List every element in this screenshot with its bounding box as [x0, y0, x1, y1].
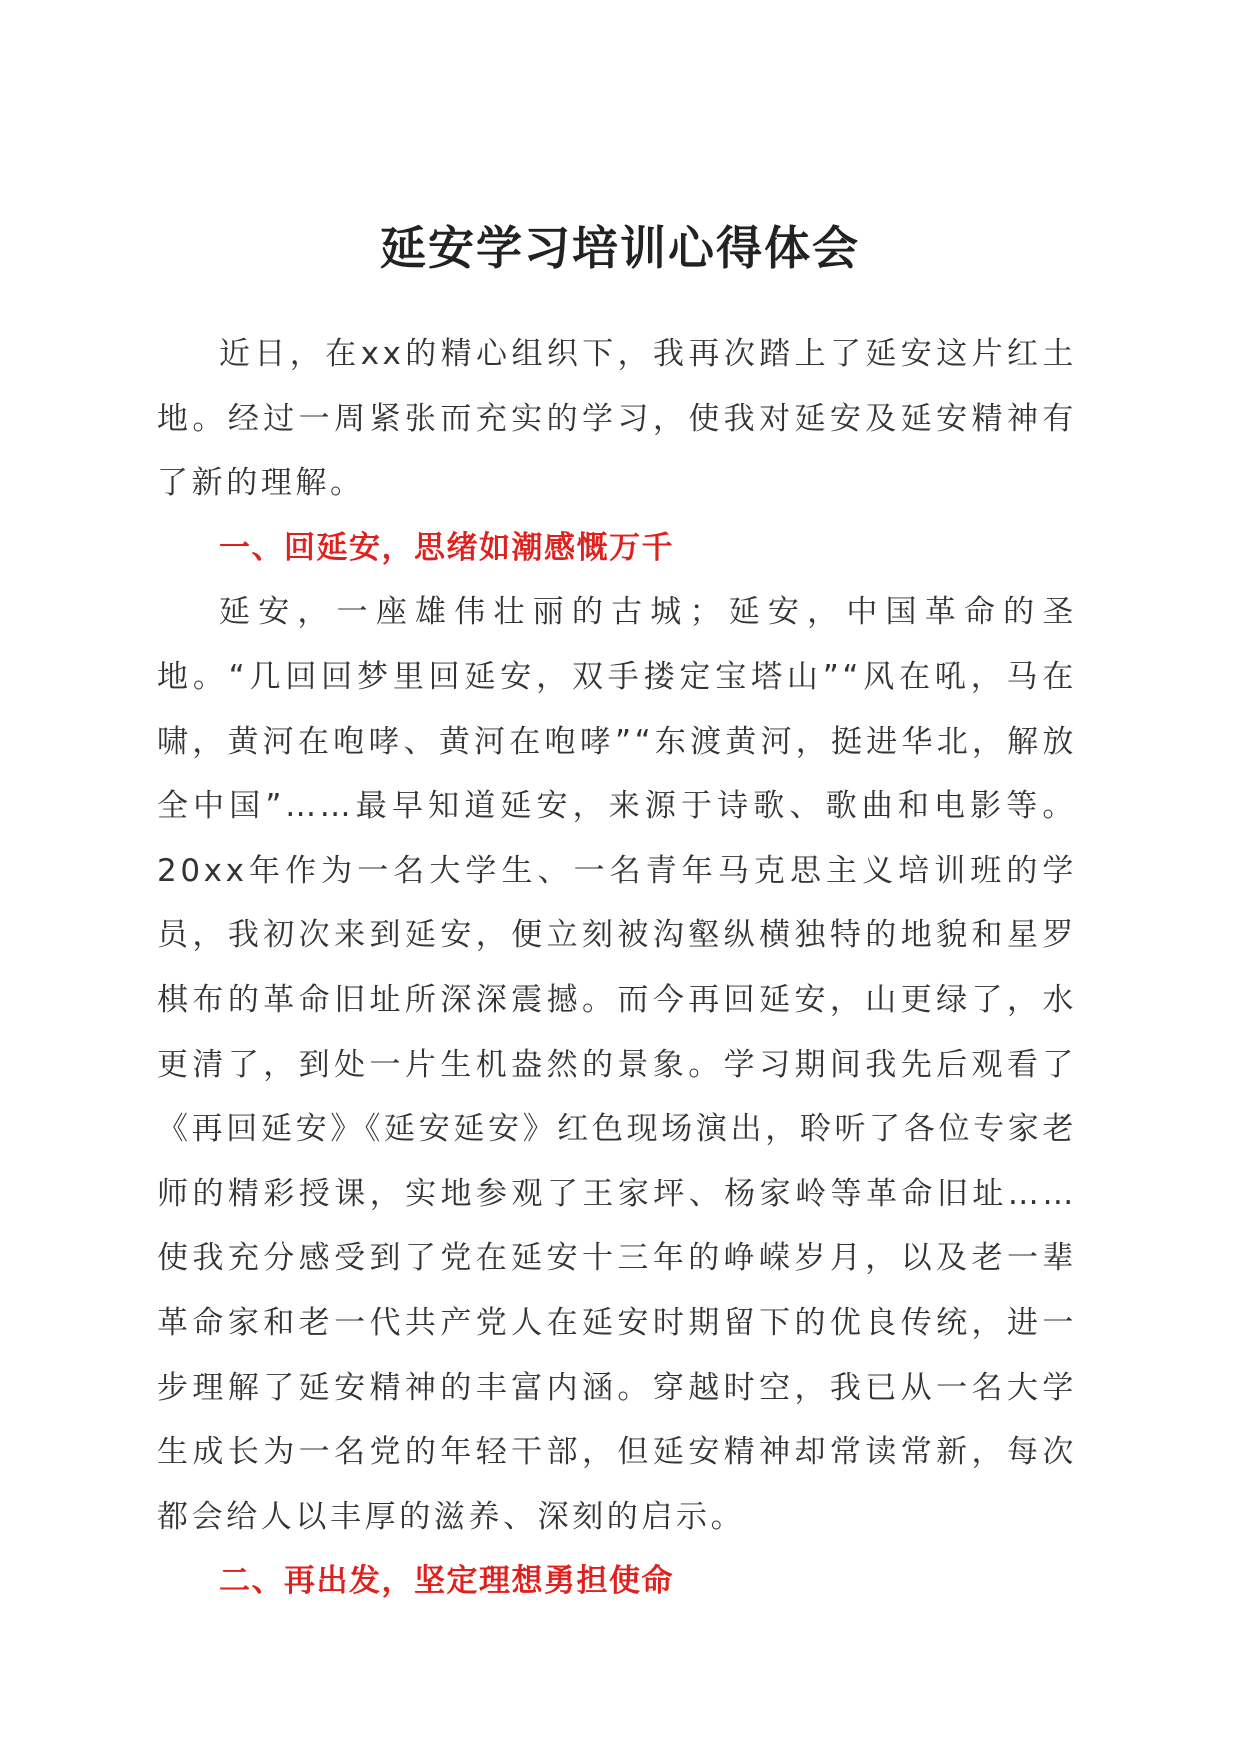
document-body	[157, 322, 1077, 1614]
document-title: 延安学习培训心得体会	[380, 221, 860, 275]
section-heading-2: 二、再出发，坚定理想勇担使命	[219, 1563, 674, 1600]
intro-paragraph: 近日，在xx的精心组织下，我再次踏上了延安这片红土地。经过一周紧张而充实的学习，使我对延安及延安精神有了新的理解。	[157, 336, 1077, 502]
section-heading-1: 一、回延安，思绪如潮感慨万千	[219, 529, 674, 566]
section-1-paragraph: 延安，一座雄伟壮丽的古城；延安，中国革命的圣地。“几回回梦里回延安，双手搂定宝塔山”“风在吼，马在啸，黄河在咆哮、黄河在咆哮”“东渡黄河，挺进华北，解放全中国”……最早知道延安，来源于诗歌、歌曲和电影等。20xx年作为一名大学生、一名青年马克思主义培训班的学员，我初次来到延安，便立刻被沟壑纵横独特的地貌和星罗棋布的革命旧址所深深震撼。而今再回延安，山更绿了，水更清了，到处一片生机盎然的景象。学习期间我先后观看了《再回延安》《延安延安》红色现场演出，聆听了各位专家老师的精彩授课，实地参观了王家坪、杨家岭等革命旧址……使我充分感受到了党在延安十三年的峥嵘岁月，以及老一辈革命家和老一代共产党人在延安时期留下的优良传统，进一步理解了延安精神的丰富内涵。穿越时空，我已从一名大学生成长为一名党的年轻干部，但延安精神却常读常新，每次都会给人以丰厚的滋养、深刻的启示。	[157, 594, 1077, 1535]
